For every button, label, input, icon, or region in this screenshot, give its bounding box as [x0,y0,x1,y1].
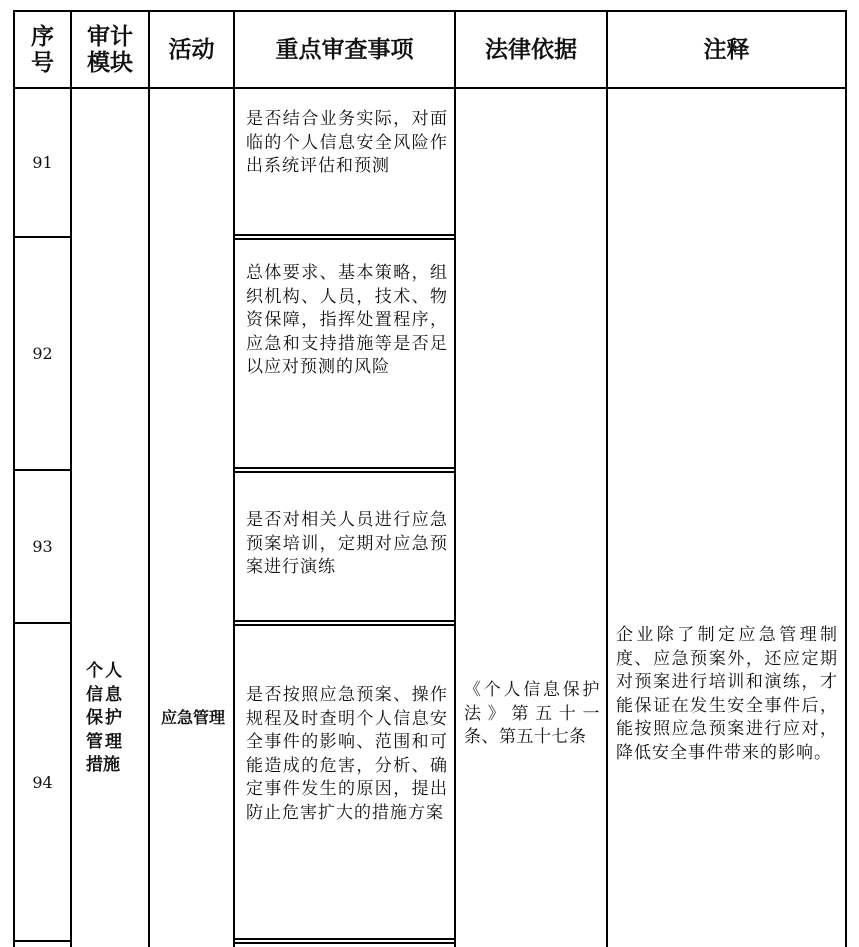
rule-item-93a [233,620,456,622]
rule-item-92b [233,471,456,473]
legal-basis: 《个人信息保护法》第五十一条、第五十七条 [464,680,600,747]
module-cell: 个人信息保护管理措施 [86,661,122,775]
rule-v2 [148,10,150,947]
activity-cell: 应急管理 [160,708,225,727]
review-item: 是否按照应急预案、操作规程及时查明个人信息安全事件的影响、范围和可能造成的危害，分析、确定事件发生的原因，提出防止危害扩大的措施方案 [246,685,448,823]
review-item: 是否对相关人员进行应急预案培训，定期对应急预案进行演练 [246,510,448,577]
review-item: 是否结合业务实际，对面临的个人信息安全风险作出系统评估和预测 [246,109,448,176]
rule-item-93b [233,624,456,626]
review-item: 总体要求、基本策略，组织机构、人员，技术、物资保障，指挥处置程序，应急和支持措施等是否足以应对预测的风险 [246,263,448,377]
note-cell: 企业除了制定应急管理制度、应急预案外，还应定期对预案进行培训和演练，才能保证在发生安全事件后，能按照应急预案进行应对，降低安全事件带来的影响。 [616,625,838,763]
rule-item-92a [233,467,456,469]
rule-item-91b [233,238,456,240]
rule-v6 [845,10,847,947]
rule-item-91a [233,234,456,236]
rule-item-94b [233,942,456,944]
row-number: 93 [32,537,53,556]
header-module: 审计模块 [87,23,133,76]
rule-v5 [606,10,608,947]
row-number: 92 [32,344,53,363]
header-note: 注释 [703,36,750,63]
header-activity: 活动 [168,36,215,63]
rule-v4 [454,10,456,947]
rule-item-94a [233,938,456,940]
rule-header-bottom [13,87,846,89]
header-law: 法律依据 [485,36,577,63]
row-number: 91 [32,153,53,172]
rule-v3 [233,10,235,947]
header-item: 重点审查事项 [275,36,414,63]
rule-seq-94 [13,940,72,942]
rule-v1 [70,10,72,947]
header-seq: 序号 [31,23,54,76]
row-number: 94 [32,772,53,792]
